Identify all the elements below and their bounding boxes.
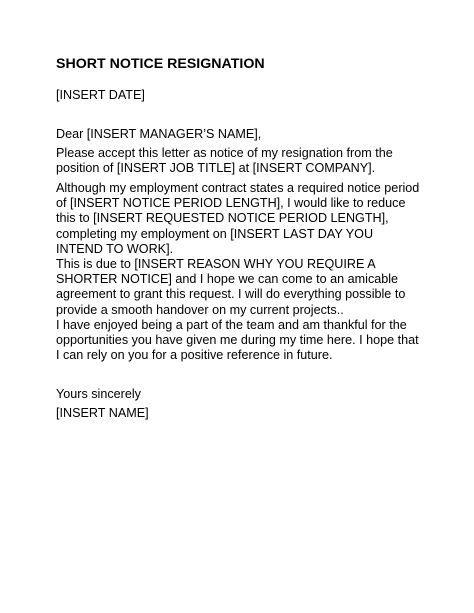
paragraph-line: SHORTER NOTICE] and I hope we can come to an amicable bbox=[56, 272, 399, 287]
paragraph-line: position of [INSERT JOB TITLE] at [INSERT COMPANY]. bbox=[56, 161, 376, 176]
paragraph-thanks bbox=[56, 318, 419, 364]
letter-date: [INSERT DATE] bbox=[56, 88, 145, 102]
paragraph-line: INTEND TO WORK]. bbox=[56, 241, 174, 256]
letter-closing: Yours sincerely bbox=[56, 387, 141, 401]
paragraph-reason bbox=[56, 257, 405, 318]
letter-title: SHORT NOTICE RESIGNATION bbox=[56, 56, 265, 72]
paragraph-line: this to [INSERT REQUESTED NOTICE PERIOD LENGTH], bbox=[56, 211, 389, 226]
paragraph-line: agreement to grant this request. I will do everything possible to bbox=[56, 287, 406, 302]
paragraph-line: I can rely on you for a positive reference in future. bbox=[56, 348, 333, 363]
letter-salutation: Dear [INSERT MANAGER’S NAME], bbox=[56, 127, 262, 141]
paragraph-line: provide a smooth handover on my current projects.. bbox=[56, 302, 344, 317]
paragraph-line: Although my employment contract states a required notice period bbox=[56, 181, 420, 195]
paragraph-notice bbox=[56, 146, 393, 176]
paragraph-line: This is due to [INSERT REASON WHY YOU REQUIRE A bbox=[56, 257, 376, 271]
paragraph-line: of [INSERT NOTICE PERIOD LENGTH], I would like to reduce bbox=[56, 196, 406, 211]
paragraph-line: I have enjoyed being a part of the team and am thankful for the bbox=[56, 318, 407, 332]
paragraph-line: Please accept this letter as notice of my resignation from the bbox=[56, 146, 393, 160]
paragraph-line: completing my employment on [INSERT LAST DAY YOU bbox=[56, 226, 374, 241]
letter-signature-name: [INSERT NAME] bbox=[56, 406, 149, 420]
paragraph-notice-period bbox=[56, 181, 419, 257]
paragraph-line: opportunities you have given me during my time here. I hope that bbox=[56, 333, 419, 348]
